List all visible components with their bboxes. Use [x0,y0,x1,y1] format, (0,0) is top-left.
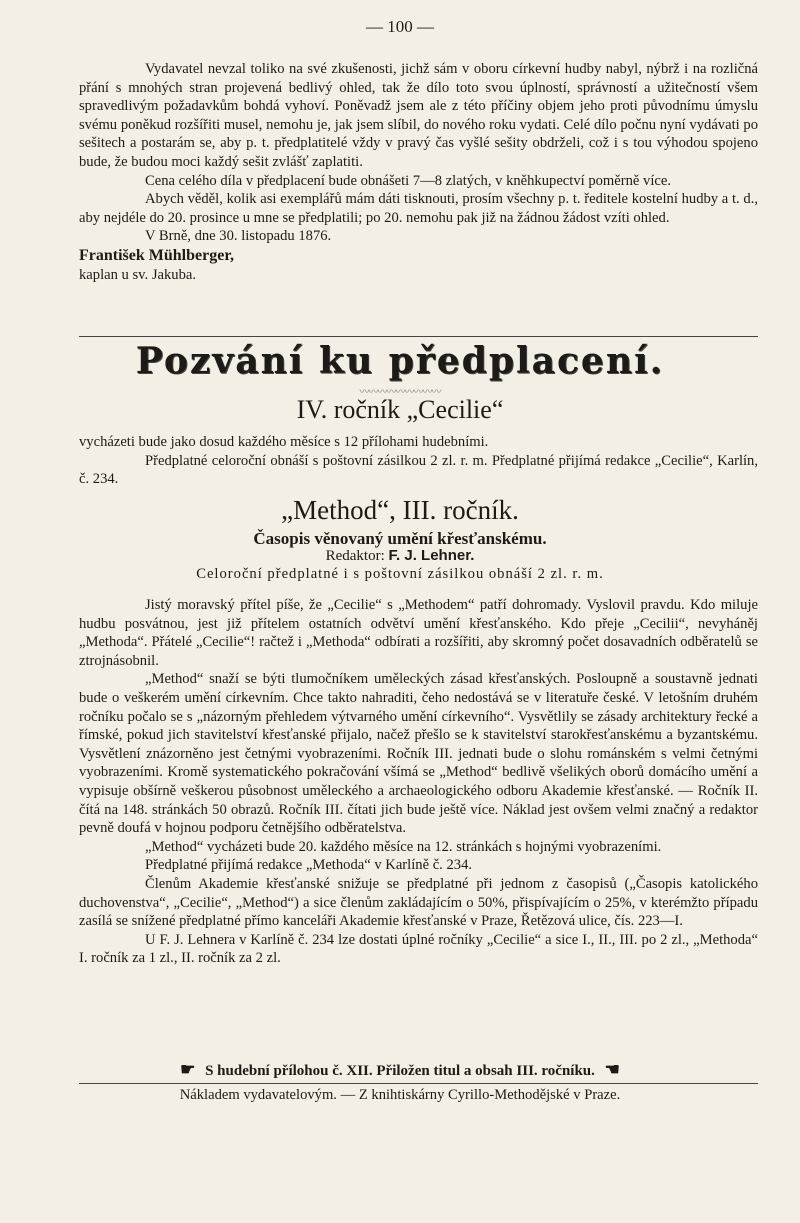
footer-divider [79,1083,758,1084]
method-subheading: Časopis věnovaný umění křesťanskému. [253,529,547,548]
intro-section [79,60,758,284]
method-paragraph-3: „Method“ vycházeti bude 20. každého měsíce na 12. stránkách s hojnými vyobrazeními. [145,838,662,855]
method-paragraph-5: Členům Akademie křesťanské snižuje se předplatné při jednom z časopisů („Časopis katolického duchovenstva“, „Cecilie“, „Method“) a sice členům zakládajícím o 50%, přispívajícím o 25%, v kterémžto případu zasílá se snížené předplatné přímo kanceláři Akademie křesťanské v Praze, Řetězová ulice, čís. 223—I. [79,875,758,930]
signature-name: František Mühlberger, [79,246,234,264]
method-paragraph-1: Jistý moravský přítel píše, že „Cecilie“ s „Methodem“ patří dohromady. Vyslovil pravdu. Kdo miluje hudbu posvátnou, jest již přítelem ostatních odvětví umění křesťanského. Kdo přeje „Cecilii“, nevyháněj „Methoda“. Přátelé „Cecilie“! račtež i „Methoda“ odbírati a rozšířiti, aby skromný počet dosavadních odběratelů se ztrojnásobnil. [79,597,758,669]
method-heading: „Method“, III. ročník. [281,495,519,525]
page-number: — 100 — [366,17,434,36]
editor-name: F. J. Lehner. [388,547,475,564]
pointing-hand-left-icon: ☚ [604,1060,620,1079]
cecilie-line-1: vycházeti bude jako dosud každého měsíce s 12 přílohami hudebními. [79,434,489,450]
cecilie-line-2: Předplatné celoroční obnáší s poštovní zásilkou 2 zl. r. m. Předplatné přijímá redakce „Cecilie“, Karlín, č. 234. [79,452,758,488]
method-paragraph-6: U F. J. Lehnera v Karlíně č. 234 lze dostati úplné ročníky „Cecilie“ a sice I., II., III. po 2 zl., „Methoda“ I. ročník za 1 zl., II. ročník za 2 zl. [79,931,758,967]
method-paragraph-2: „Method“ snaží se býti tlumočníkem uměleckých zásad křesťanských. Posloupně a soustavně jednati bude o veškerém umění církevním. Chce takto nahraditi, čeho nedostává se v literatuře české. V letošním druhém ročníku počalo se s „názorným přehledem výtvarného umění církevního“. Vysvětlily se zásady architektury řecké a římské, pokud jich stavitelství křesťanské přijalo, načež přešlo se k stavitelství starokřesťanskému a byzantskému. Vysvětlení znázorněno jest četnými vyobrazeními. Ročník III. jednati bude o slohu románském s velmi četnými vyobrazeními. Kromě systematického pokračování všímá se „Method“ bedlivě všelikých oborů domácího umění a vypisuje obšírně veškerou působnost uměleckého a archaeologického odboru Akademie křesťanské. — Ročník II. čítá na 148. stránkách 50 obrazů. Ročník III. čítati jich bude ještě více. Náklad jest ovšem velmi značný a redaktor pevně doufá v hojnou podporu četnějšího odběratelstva. [79,671,758,837]
cecilie-heading: IV. ročník „Cecilie“ [296,395,504,424]
intro-paragraph-1: Vydavatel nevzal toliko na své zkušenosti, jichž sám v oboru církevní hudby nabyl, nýbrž i na rozličná přání s mnohých stran projevená bedlivý ohled, tak že dílo toto svou úplností, správností a užitečností všem spravedlivým požadavkům bohdá vyhoví. Poněvadž jsem ale z této příčiny objem jeho proti původnímu úmyslu svému poněkud rozšířiti musel, nemohu je, jak jsem slíbil, do nového roku vydati. Celé dílo počnu nyní vydávati po sešitech a postarám se, aby p. t. předplatitelé vždy v pravý čas vyšlé sešity obdrželi, což i s tou výhodou spojeno bude, že budou moci každý sešit zvlášť zaplatiti. [79,61,758,170]
pointing-hand-right-icon: ☛ [180,1060,196,1079]
intro-paragraph-3: Abych věděl, kolik asi exemplářů mám dáti tisknouti, prosím všechny p. t. ředitele kostelní hudby a t. d., aby nejdéle do 20. prosince u mne se předplatili; po 20. nemohu pak již na žádnou žádost vzíti ohled. [79,191,758,226]
editor-label: Redaktor: [325,548,385,564]
supplement-notice [0,1060,800,1080]
method-price: Celoroční předplatné i s poštovní zásilkou obnáší 2 zl. r. m. [196,566,604,582]
imprint: Nákladem vydavatelovým. — Z knihtiskárny Cyrillo-Methodějské v Praze. [179,1087,621,1103]
ornament-wave: 〰〰〰〰〰〰〰〰〰 [359,387,441,398]
invitation-title: Pozvání ku předplacení. [135,340,665,382]
section-divider [79,336,758,337]
intro-date: V Brně, dne 30. listopadu 1876. [145,228,332,245]
signature-role: kaplan u sv. Jakuba. [79,266,196,283]
method-editor [0,547,800,565]
cecilie-section [79,433,758,489]
supplement-text: S hudební přílohou č. XII. Přiložen titul a obsah III. ročníku. [205,1063,595,1079]
intro-paragraph-2: Cena celého díla v předplacení bude obnášeti 7—8 zlatých, v kněhkupectví poměrně více. [145,172,671,189]
method-paragraph-4: Předplatné přijímá redakce „Methoda“ v Karlíně č. 234. [145,857,473,874]
method-section [79,596,758,968]
